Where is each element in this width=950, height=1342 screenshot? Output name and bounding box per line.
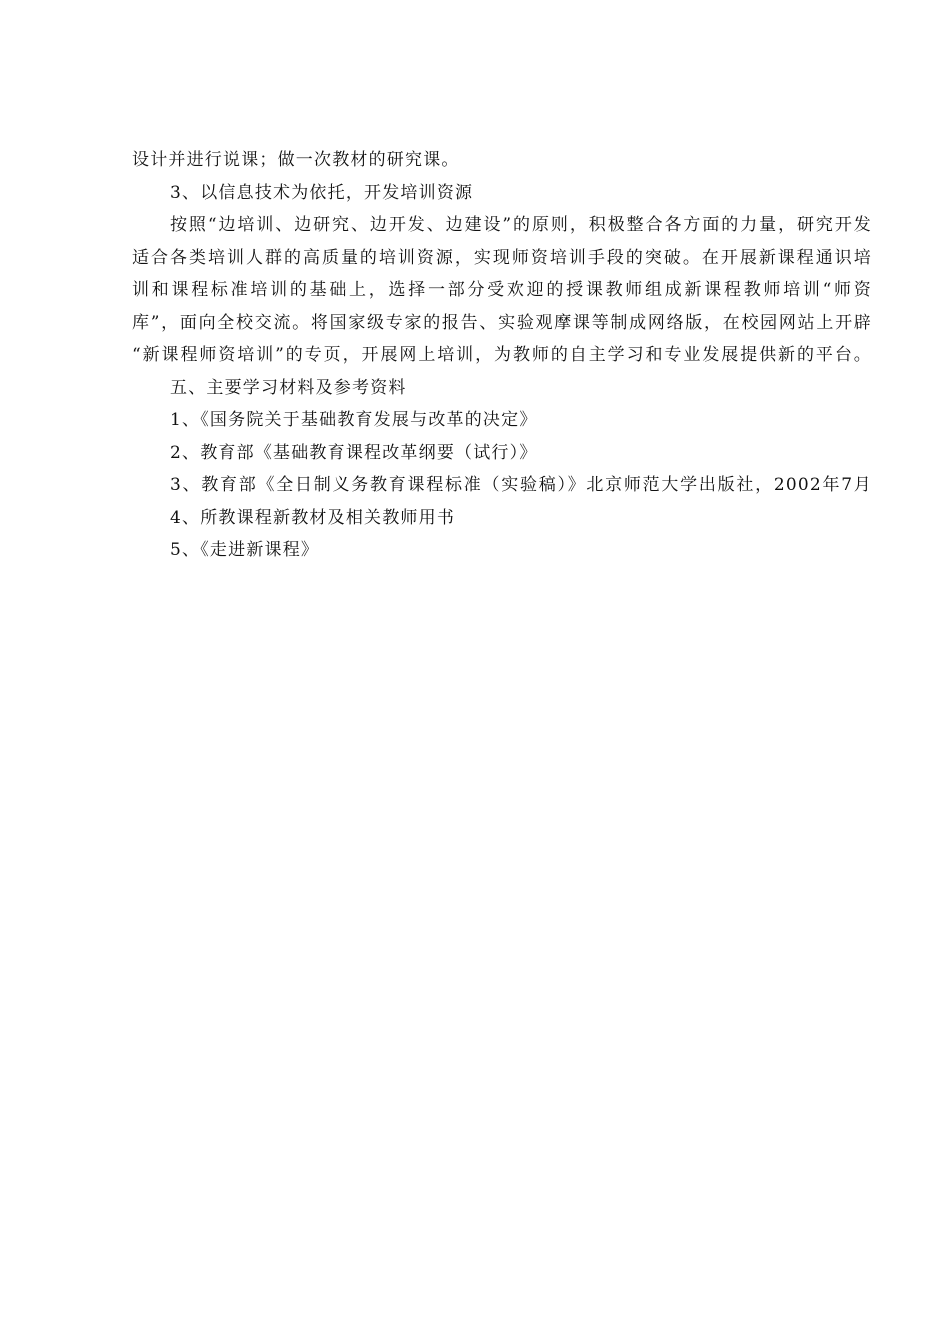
paragraph-line-1: 设计并进行说课；做一次教材的研究课。 bbox=[132, 150, 460, 170]
paragraph-line-6: 库”，面向全校交流。将国家级专家的报告、实验观摩课等制成网络版，在校园网站上开辟 bbox=[132, 312, 872, 333]
paragraph-line-7: “新课程师资培训”的专页，开展网上培训，为教师的自主学习和专业发展提供新的平台。 bbox=[132, 345, 872, 365]
paragraph-line-5: 训和课程标准培训的基础上，选择一部分受欢迎的授课教师组成新课程教师培训“师资 bbox=[132, 280, 872, 300]
paragraph-line-4: 适合各类培训人群的高质量的培训资源，实现师资培训手段的突破。在开展新课程通识培 bbox=[132, 247, 872, 268]
paragraph-line-3: 按照“边培训、边研究、边开发、边建设”的原则，积极整合各方面的力量，研究开发 bbox=[170, 215, 872, 235]
section-heading-5: 五、主要学习材料及参考资料 bbox=[170, 377, 407, 398]
document-body bbox=[132, 144, 872, 567]
reference-item-1: 1、《国务院关于基础教育发展与改革的决定》 bbox=[170, 410, 538, 430]
reference-item-5: 5、《走进新课程》 bbox=[170, 540, 320, 560]
section-heading-3: 3、以信息技术为依托，开发培训资源 bbox=[170, 182, 474, 203]
reference-item-4: 4、所教课程新教材及相关教师用书 bbox=[170, 507, 456, 528]
reference-item-3: 3、教育部《全日制义务教育课程标准（实验稿）》北京师范大学出版社，2002年7月 bbox=[170, 475, 872, 495]
reference-item-2: 2、教育部《基础教育课程改革纲要（试行）》 bbox=[170, 442, 538, 463]
